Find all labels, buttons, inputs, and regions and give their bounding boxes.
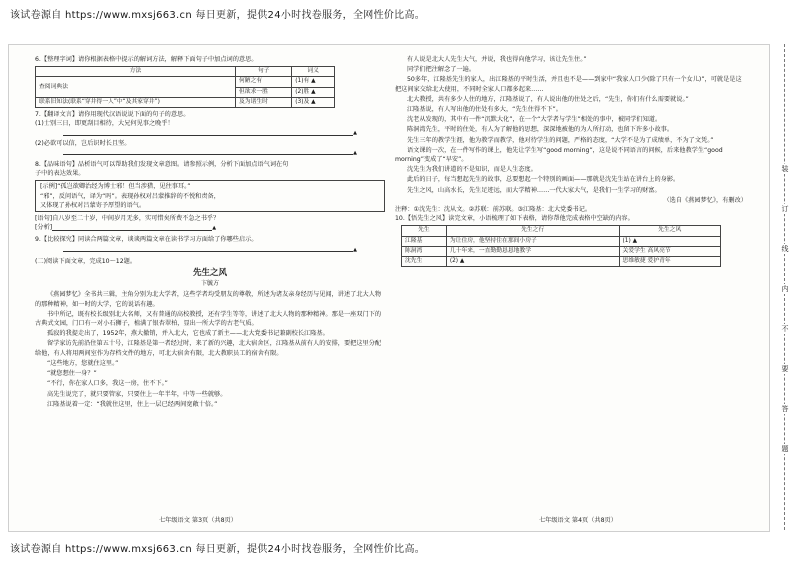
binding-char: 要 <box>779 364 791 374</box>
essay-paragraph: 同学们把注解念了一遍。 <box>407 66 476 74</box>
essay-paragraph: 书中所记，既有校长级别北大名师，又有普通的高校教授，还有学生等等，讲述了北大人物的那种精神。那是一座双门下的古典式文园，门口有一对小石狮子，植满了银杏翠柏，显出一所大学的古老气质。 <box>35 310 382 328</box>
sentence-header: 句子 <box>235 67 291 77</box>
question-7 <box>35 110 385 158</box>
meaning-header: 词义 <box>292 67 335 77</box>
q9-stem: 9.【比较探究】同读合两篇文章，谈谈两篇文章在读书学习方面给了你哪些启示。 <box>35 236 258 244</box>
deed-cell: 几十年来，一直勤勤恳恳地教学 <box>446 246 619 256</box>
table-row <box>402 236 721 246</box>
essay-paragraph: “就您想住一身？” <box>47 370 97 378</box>
essay-paragraph: 孤寂的我提走出了，1952年，燕大撤销，并入北大，它也成了新主——北大党委书记兼副校长江隆基。 <box>47 330 329 338</box>
essay-paragraph: 江隆基说着一定：“我就住这里，住上一层已经两间宽敞十倍。” <box>47 400 218 408</box>
method-table <box>35 66 335 108</box>
binding-char: 订 <box>779 204 791 214</box>
q9-answer[interactable] <box>35 245 385 255</box>
answer-cell[interactable]: (1)有 ▲ <box>292 77 335 87</box>
trait-cell: 关爱学生 高风亮节 <box>619 246 720 256</box>
table-row <box>36 77 335 87</box>
q8-stem-2: 子中的表达效果。 <box>35 170 85 178</box>
q7-answer-2[interactable] <box>35 148 385 158</box>
sentence-text: 自八岁至二十岁，中间岁月无多，实可惜矣所费不急之书乎？ <box>52 215 220 223</box>
essay-source: （选自《燕园梦忆》，有删改） <box>663 196 747 204</box>
left-column <box>35 55 385 410</box>
teacher-cell: 沈先生 <box>402 257 447 267</box>
essay-paragraph: 此后的日子，每当想起先生的故事，总要想起一个特别的画面——那就是沈先生站在讲台上的身影。 <box>407 176 680 184</box>
method-cell: 查阅词典法 <box>36 77 236 97</box>
binding-char: 题 <box>779 444 791 454</box>
page-footer-left: 七年级语文 第3页（共8页） <box>159 517 237 524</box>
example-box <box>35 180 385 212</box>
answer-marker: ▲ <box>353 149 357 156</box>
question-6 <box>35 55 385 108</box>
binding-char: 线 <box>779 244 791 254</box>
essay-title: 先生之风 <box>192 268 227 279</box>
trait-header: 先生之风 <box>619 226 720 236</box>
method-cell: 联系旧知法(联系“穿井得一人”中“及其家穿井”) <box>36 97 236 107</box>
sentence-cell: 但欲求一胜 <box>235 87 291 97</box>
teacher-cell: 陈洞湾 <box>402 246 447 256</box>
teacher-cell: 江隆基 <box>402 236 447 246</box>
q6-stem: 6.【整理字词】请你根据表格中提示的解词方法，解释下面句子中加点词的意思。 <box>35 56 258 63</box>
binding-char: 内 <box>779 284 791 294</box>
answer-marker: ▲ <box>353 130 357 137</box>
question-9 <box>35 235 385 254</box>
answer-marker: ▲ <box>212 225 217 232</box>
essay-paragraph: 有人说是北大人先生大气，并说，我也得向他学习，该让先生住。” <box>407 56 587 63</box>
page-footer-right: 七年级语文 第4页（共8页） <box>539 517 617 524</box>
essay-paragraph: “这些地方，您就住这里。” <box>47 359 119 367</box>
question-8 <box>35 160 385 233</box>
answer-cell[interactable]: (2)胜 ▲ <box>292 87 335 97</box>
trait-answer-cell[interactable]: (1) ▲ <box>619 236 720 246</box>
trait-table <box>401 225 721 267</box>
table-row <box>402 246 721 256</box>
deed-cell: 为让住房，他坚持住在那间小房子 <box>446 236 619 246</box>
binding-char: 不 <box>779 324 791 334</box>
table-row <box>402 257 721 267</box>
essay-paragraph: 50多年，江隆基先生的家人，出江隆基的平时生活，并且也不是——到家中“我家人口少(除了只有一个女儿)”，可就是是这把这间家交给北大使用，不同时全家人口都多起来…… <box>395 76 742 93</box>
q7-sentence-2: (2)必欲可以信，岂后识时长且坚。 <box>35 139 131 147</box>
essay-paragraph: 先生三年的教学生涯，他为教学而教学，他对待学生的问题，严格的态度，“大学不是为了成绩单，不为了文凭。” <box>407 136 714 144</box>
bottom-banner: 该试卷源自 https://www.mxsj663.cn 每日更新，提供24小时找卷服务，全网性价比高。 <box>10 544 426 555</box>
essay-paragraph: 沈老从发现的，其中有一件“沉默大化”，在一个“大学者与学生”相处的事中，被同学们知道。 <box>407 116 662 124</box>
q8-stem: 8.【品味语句】品析语气可以帮助我们发现文章意图。请参照示例，分析下面加点语气词在句 <box>35 161 289 169</box>
analysis-label: [分析] <box>35 224 53 232</box>
essay-continued <box>395 55 747 214</box>
example-analysis-2: 又体现了孙权对吕蒙寄予厚望的语气。 <box>40 201 146 209</box>
essay-paragraph: 留学家访先前沿住第五十号，江隆基是第一者经过时，来了新的兴趣，北大宿舍区，江隆基从前有人的安排，要把这里分配给他，有人将用两间室作为存档文件的地方，可北大宿舍有限，北大教职员工的宿舍有限。 <box>35 340 382 357</box>
essay-paragraph: 先生之风，山高水长，先生足迹远，而大学精神……一代大家大气，是我们一生学习的财富。 <box>407 186 661 194</box>
essay-paragraph: 陈洞湾先生，平时的住处，有人为了解他的思想，深深地被他的为人所打动，也留下许多小故事。 <box>407 126 674 134</box>
answer-cell[interactable]: (3)及 ▲ <box>292 97 335 107</box>
answer-marker: ▲ <box>353 246 357 253</box>
sentence-cell: 何陋之有 <box>235 77 291 87</box>
q7-answer-1[interactable] <box>35 128 385 138</box>
exam-sheet <box>8 44 770 532</box>
essay-author: 卞毓方 <box>200 280 219 288</box>
binding-char: 装 <box>779 164 791 174</box>
essay-paragraph: 高先生说完了，就只要管家，只要住上一年半年，中等一些就够。 <box>47 390 227 398</box>
top-banner: 该试卷源自 https://www.mxsj663.cn 每日更新，提供24小时找卷服务，全网性价比高。 <box>10 10 426 21</box>
essay-body <box>35 290 385 408</box>
binding-char: 答 <box>779 404 791 414</box>
example-analysis: “邪”，反问语气，译为“吗”。表现孙权对吕蒙推辞的不悦和责备， <box>40 192 220 200</box>
deed-header: 先生之行 <box>446 226 619 236</box>
q10-stem: 10.【悟先生之风】读完文章，小语梳理了如下表格，请你帮他完成表格中空缺的内容。 <box>395 215 634 223</box>
essay-paragraph: 江隆基说，有人写出他的住处有多大，“先生住得不下”。 <box>407 106 562 114</box>
essay-paragraph: 沈先生为我们讲道的不是知识，而是人生态度。 <box>407 166 537 174</box>
q8-answer[interactable] <box>52 224 212 231</box>
essay-notes: 注释：①沈先生：沈从文。②苏联：前苏联。③江隆基：北大党委书记。 <box>395 206 592 214</box>
binding-line <box>778 44 792 530</box>
section-heading: (二)阅读下面文章，完成10～12题。 <box>35 257 137 265</box>
q7-sentence-1: (1)士别三日，即更刮目相待，大兄何见事之晚乎！ <box>35 120 174 128</box>
q7-stem: 7.【翻译文言】请你用现代汉语说说下面的句子的意思。 <box>35 111 190 119</box>
sentence-label: [语句] <box>35 215 53 223</box>
method-header: 方法 <box>36 67 236 77</box>
teacher-header: 先生 <box>402 226 447 236</box>
deed-answer-cell[interactable]: (2) ▲ <box>446 257 619 267</box>
table-row <box>36 97 335 107</box>
essay-paragraph: “不行，你在家人口多，我这一房，住不下。” <box>47 380 168 388</box>
question-10 <box>395 214 747 267</box>
example-text: “孤岂欲卿治经为博士邪！但当涉猎，见往事耳。” <box>57 183 191 191</box>
example-label: [示例] <box>40 183 58 191</box>
essay-paragraph: 北大教授，共有多少人住的地方，江隆基说了，有人说出他的住处之后，“先生，你们有什么需要就说。” <box>407 95 689 103</box>
essay-paragraph: 语文课的一次，在一件写作的课上，他先让学生写“good morning”，这是说不同语言的问候，后来他教学生“good morning”变成了“早安”。 <box>395 146 723 164</box>
trait-cell: 思维敏捷 爱护青年 <box>619 257 720 267</box>
sentence-cell: 及为诸生时 <box>235 97 291 107</box>
right-column <box>395 55 747 269</box>
essay-paragraph: 《燕园梦忆》全书共三辑，主角分别为北大学者，这些学者均受朋友的尊敬，所述为诸友亲身经历与见闻，讲述了北大人物的那种精神，如一时的大学，它的说话有趣。 <box>35 291 382 308</box>
